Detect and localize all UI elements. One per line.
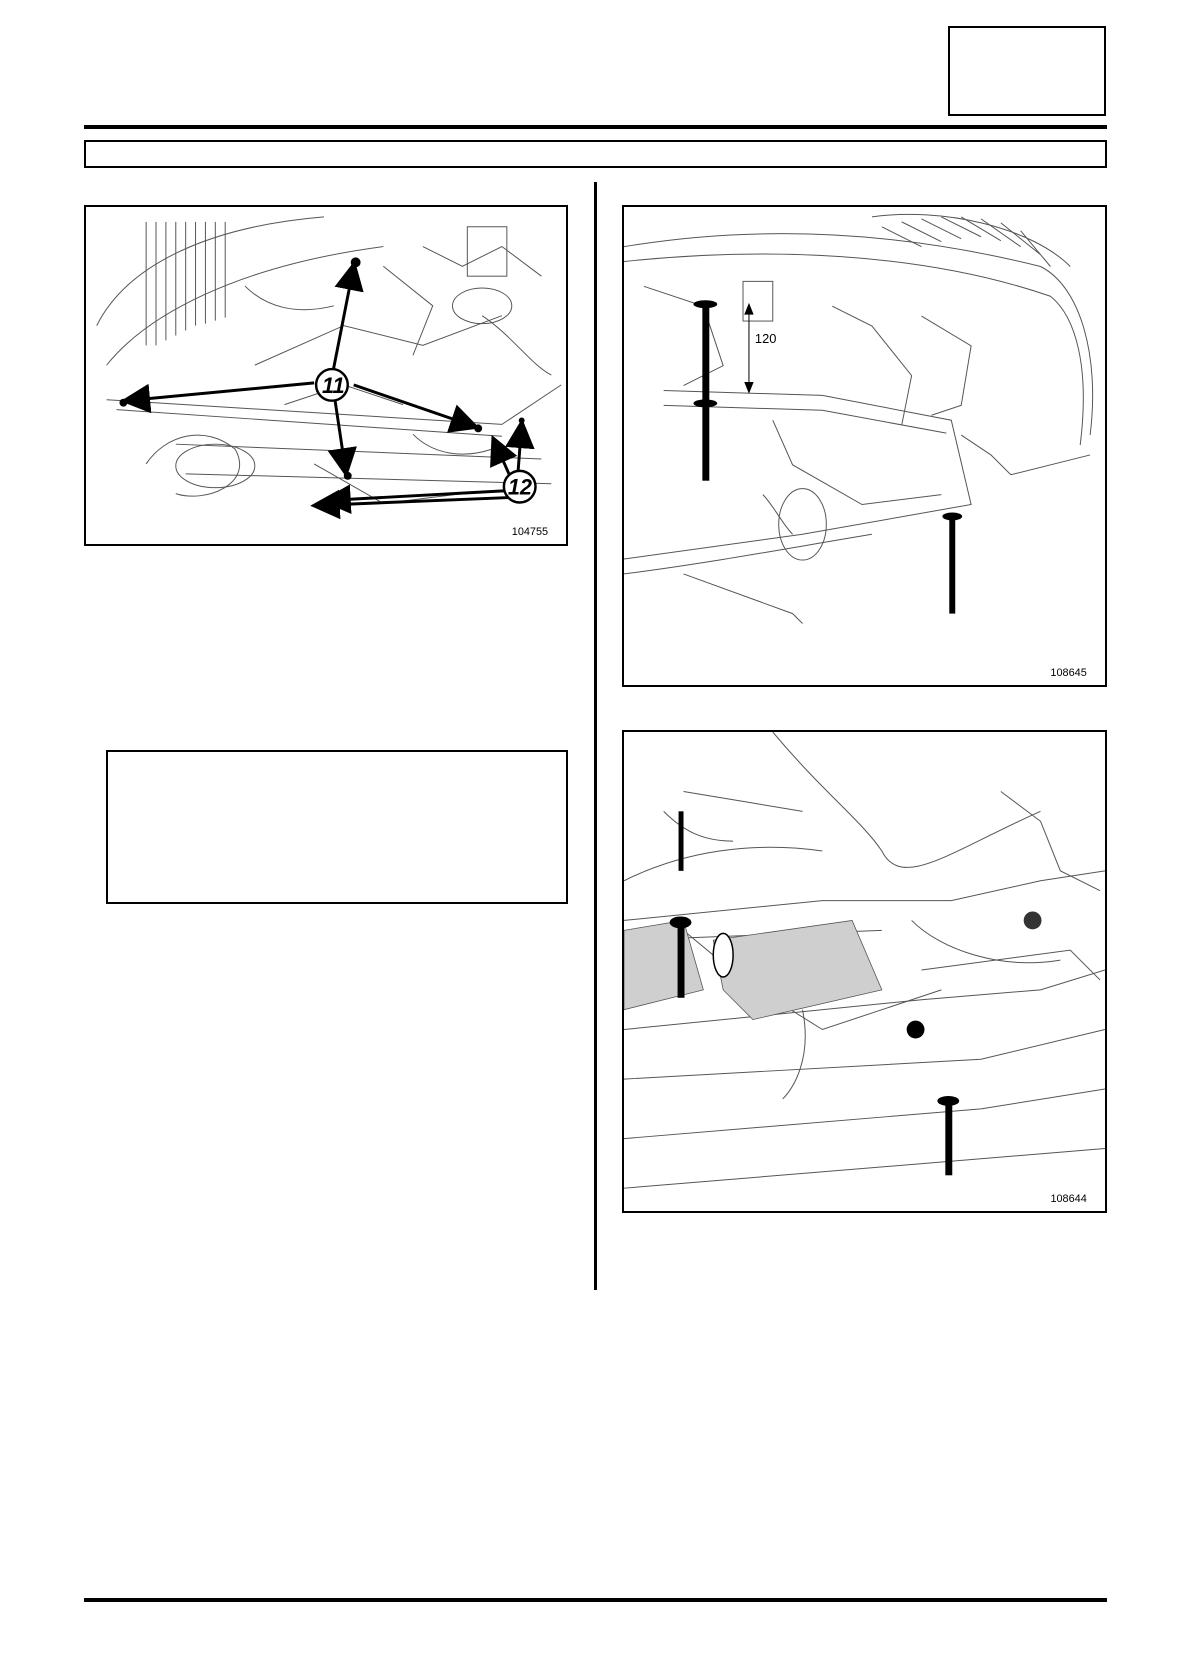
underbody-illustration: [86, 207, 566, 544]
page-number-box: [948, 26, 1106, 116]
figure-guide-rods-rear: [622, 730, 1107, 1213]
figure-reference: 108644: [1050, 1193, 1087, 1206]
section-title-bar: [84, 140, 1107, 168]
callout-12: 12: [507, 474, 533, 500]
figure-guide-rods-front: [622, 205, 1107, 687]
figure-underbody-fasteners: [84, 205, 568, 546]
figure-reference: 108645: [1050, 667, 1087, 680]
guide-rods-illustration: [624, 207, 1105, 685]
note-box: [106, 750, 568, 904]
column-divider: [594, 182, 597, 1290]
guide-rods-rear-illustration: [624, 732, 1105, 1211]
footer-rule: [84, 1598, 1107, 1602]
callout-11: 11: [322, 372, 345, 398]
header-rule: [84, 125, 1107, 129]
figure-reference: 104755: [511, 526, 549, 539]
dimension-label: 120: [754, 330, 777, 346]
